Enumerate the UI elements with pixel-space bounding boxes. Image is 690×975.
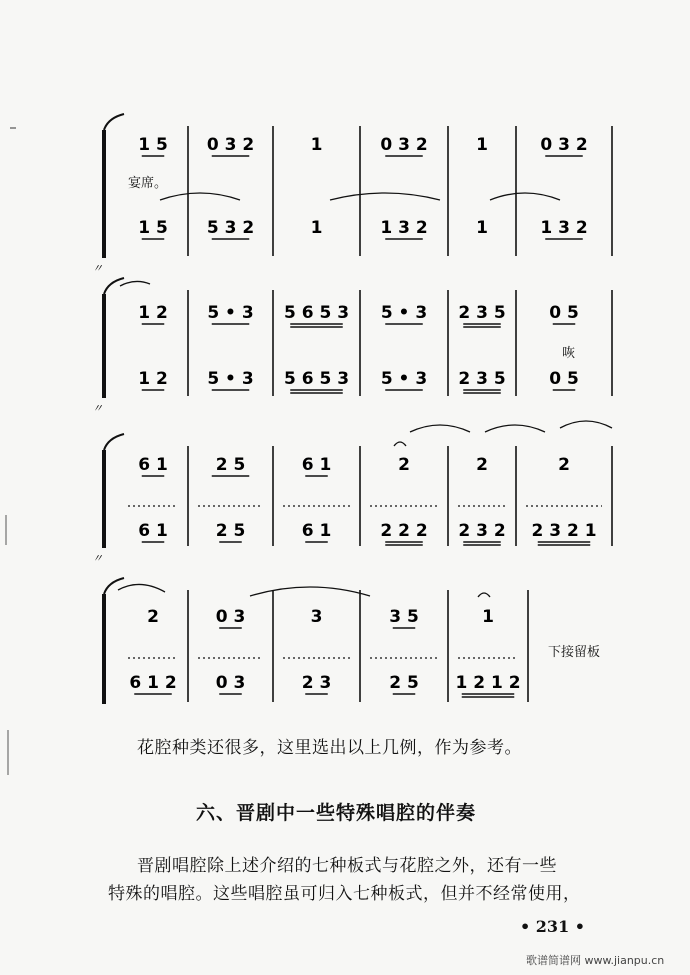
note-group: 2 3 2 <box>458 521 506 541</box>
note-group: 2 5 <box>389 673 419 693</box>
note-group: 5 • 3 <box>207 369 254 389</box>
note-group: 1 <box>310 135 323 155</box>
note-group: 2 <box>476 455 488 475</box>
note-group: 1 <box>310 218 323 238</box>
note-group: 1 5 <box>138 218 168 238</box>
slur <box>330 193 440 200</box>
note-group: 2 3 5 <box>458 369 506 389</box>
note-group: 2 <box>147 607 159 627</box>
note-group: 5 • 3 <box>380 369 428 389</box>
bracket-hook <box>104 434 124 450</box>
note-group: 1 5 <box>138 135 168 155</box>
note-group: 2 5 <box>215 521 246 541</box>
paragraph-2-line-1: 晋剧唱腔除上述介绍的七种板式与花腔之外，还有一些 <box>137 856 557 876</box>
note-group: 2 3 <box>301 673 332 693</box>
paragraph-1: 花腔种类还很多，这里选出以上几例，作为参考。 <box>137 738 522 758</box>
note-group: 2 5 <box>215 455 246 475</box>
note-group: 1 2 <box>138 369 168 389</box>
note-group: 0 5 <box>549 303 579 323</box>
page-number: • 231 • <box>520 917 585 936</box>
bracket-hook <box>104 578 124 594</box>
breath-mark: 〃 <box>92 402 103 415</box>
slur <box>485 425 545 432</box>
note-group: 1 3 2 <box>380 218 428 238</box>
breath-mark: 〃 <box>92 262 103 275</box>
slur <box>118 584 165 592</box>
note-group: 2 <box>398 455 410 475</box>
note-group: 6 1 2 <box>129 673 177 693</box>
note-group: 6 1 <box>301 455 332 475</box>
note-group: 2 3 5 <box>458 303 506 323</box>
note-group: 0 3 2 <box>206 135 255 155</box>
note-group: 5 • 3 <box>207 303 254 323</box>
note-group: 1 2 <box>138 303 168 323</box>
note-group: 5 6 5 3 <box>283 369 350 389</box>
note-group: 1 <box>476 218 488 238</box>
slur <box>250 587 370 596</box>
note-group: 3 <box>310 607 323 627</box>
note-group: 5 6 5 3 <box>283 303 350 323</box>
watermark: 歌谱简谱网 www.jianpu.cn <box>526 954 665 967</box>
note-group: 3 5 <box>389 607 419 627</box>
fermata <box>478 593 490 597</box>
note-group: 0 3 2 <box>540 135 588 155</box>
note-group: 0 3 <box>215 607 246 627</box>
slur <box>560 421 612 428</box>
slur <box>160 193 240 200</box>
note-group: 5 3 2 <box>206 218 255 238</box>
lyric-4: 下接留板 <box>548 645 601 660</box>
slur <box>490 193 560 200</box>
note-group: 5 • 3 <box>380 303 428 323</box>
note-group: 0 3 <box>215 673 246 693</box>
note-group: 6 1 <box>138 521 168 541</box>
note-group: 2 3 2 1 <box>531 521 597 541</box>
paragraph-2-line-2: 特殊的唱腔。这些唱腔虽可归入七种板式，但并不经常使用， <box>108 884 581 904</box>
note-group: 2 2 2 <box>380 521 428 541</box>
fermata <box>394 442 406 446</box>
lyric-2: 咴 <box>562 346 576 361</box>
lyric-1: 宴席。 <box>128 176 168 191</box>
note-group: 1 2 1 2 <box>455 673 521 693</box>
breath-mark: 〃 <box>92 552 103 565</box>
section-heading: 六、晋剧中一些特殊唱腔的伴奏 <box>196 802 477 824</box>
slur <box>120 281 150 286</box>
note-group: 0 3 2 <box>380 135 428 155</box>
note-group: 0 5 <box>549 369 579 389</box>
slur <box>410 425 470 432</box>
note-group: 2 <box>558 455 570 475</box>
note-group: 6 1 <box>301 521 332 541</box>
bracket-hook <box>104 114 124 130</box>
note-group: 1 3 2 <box>540 218 588 238</box>
note-group: 1 <box>476 135 488 155</box>
note-group: 1 <box>482 607 494 627</box>
note-group: 6 1 <box>138 455 168 475</box>
